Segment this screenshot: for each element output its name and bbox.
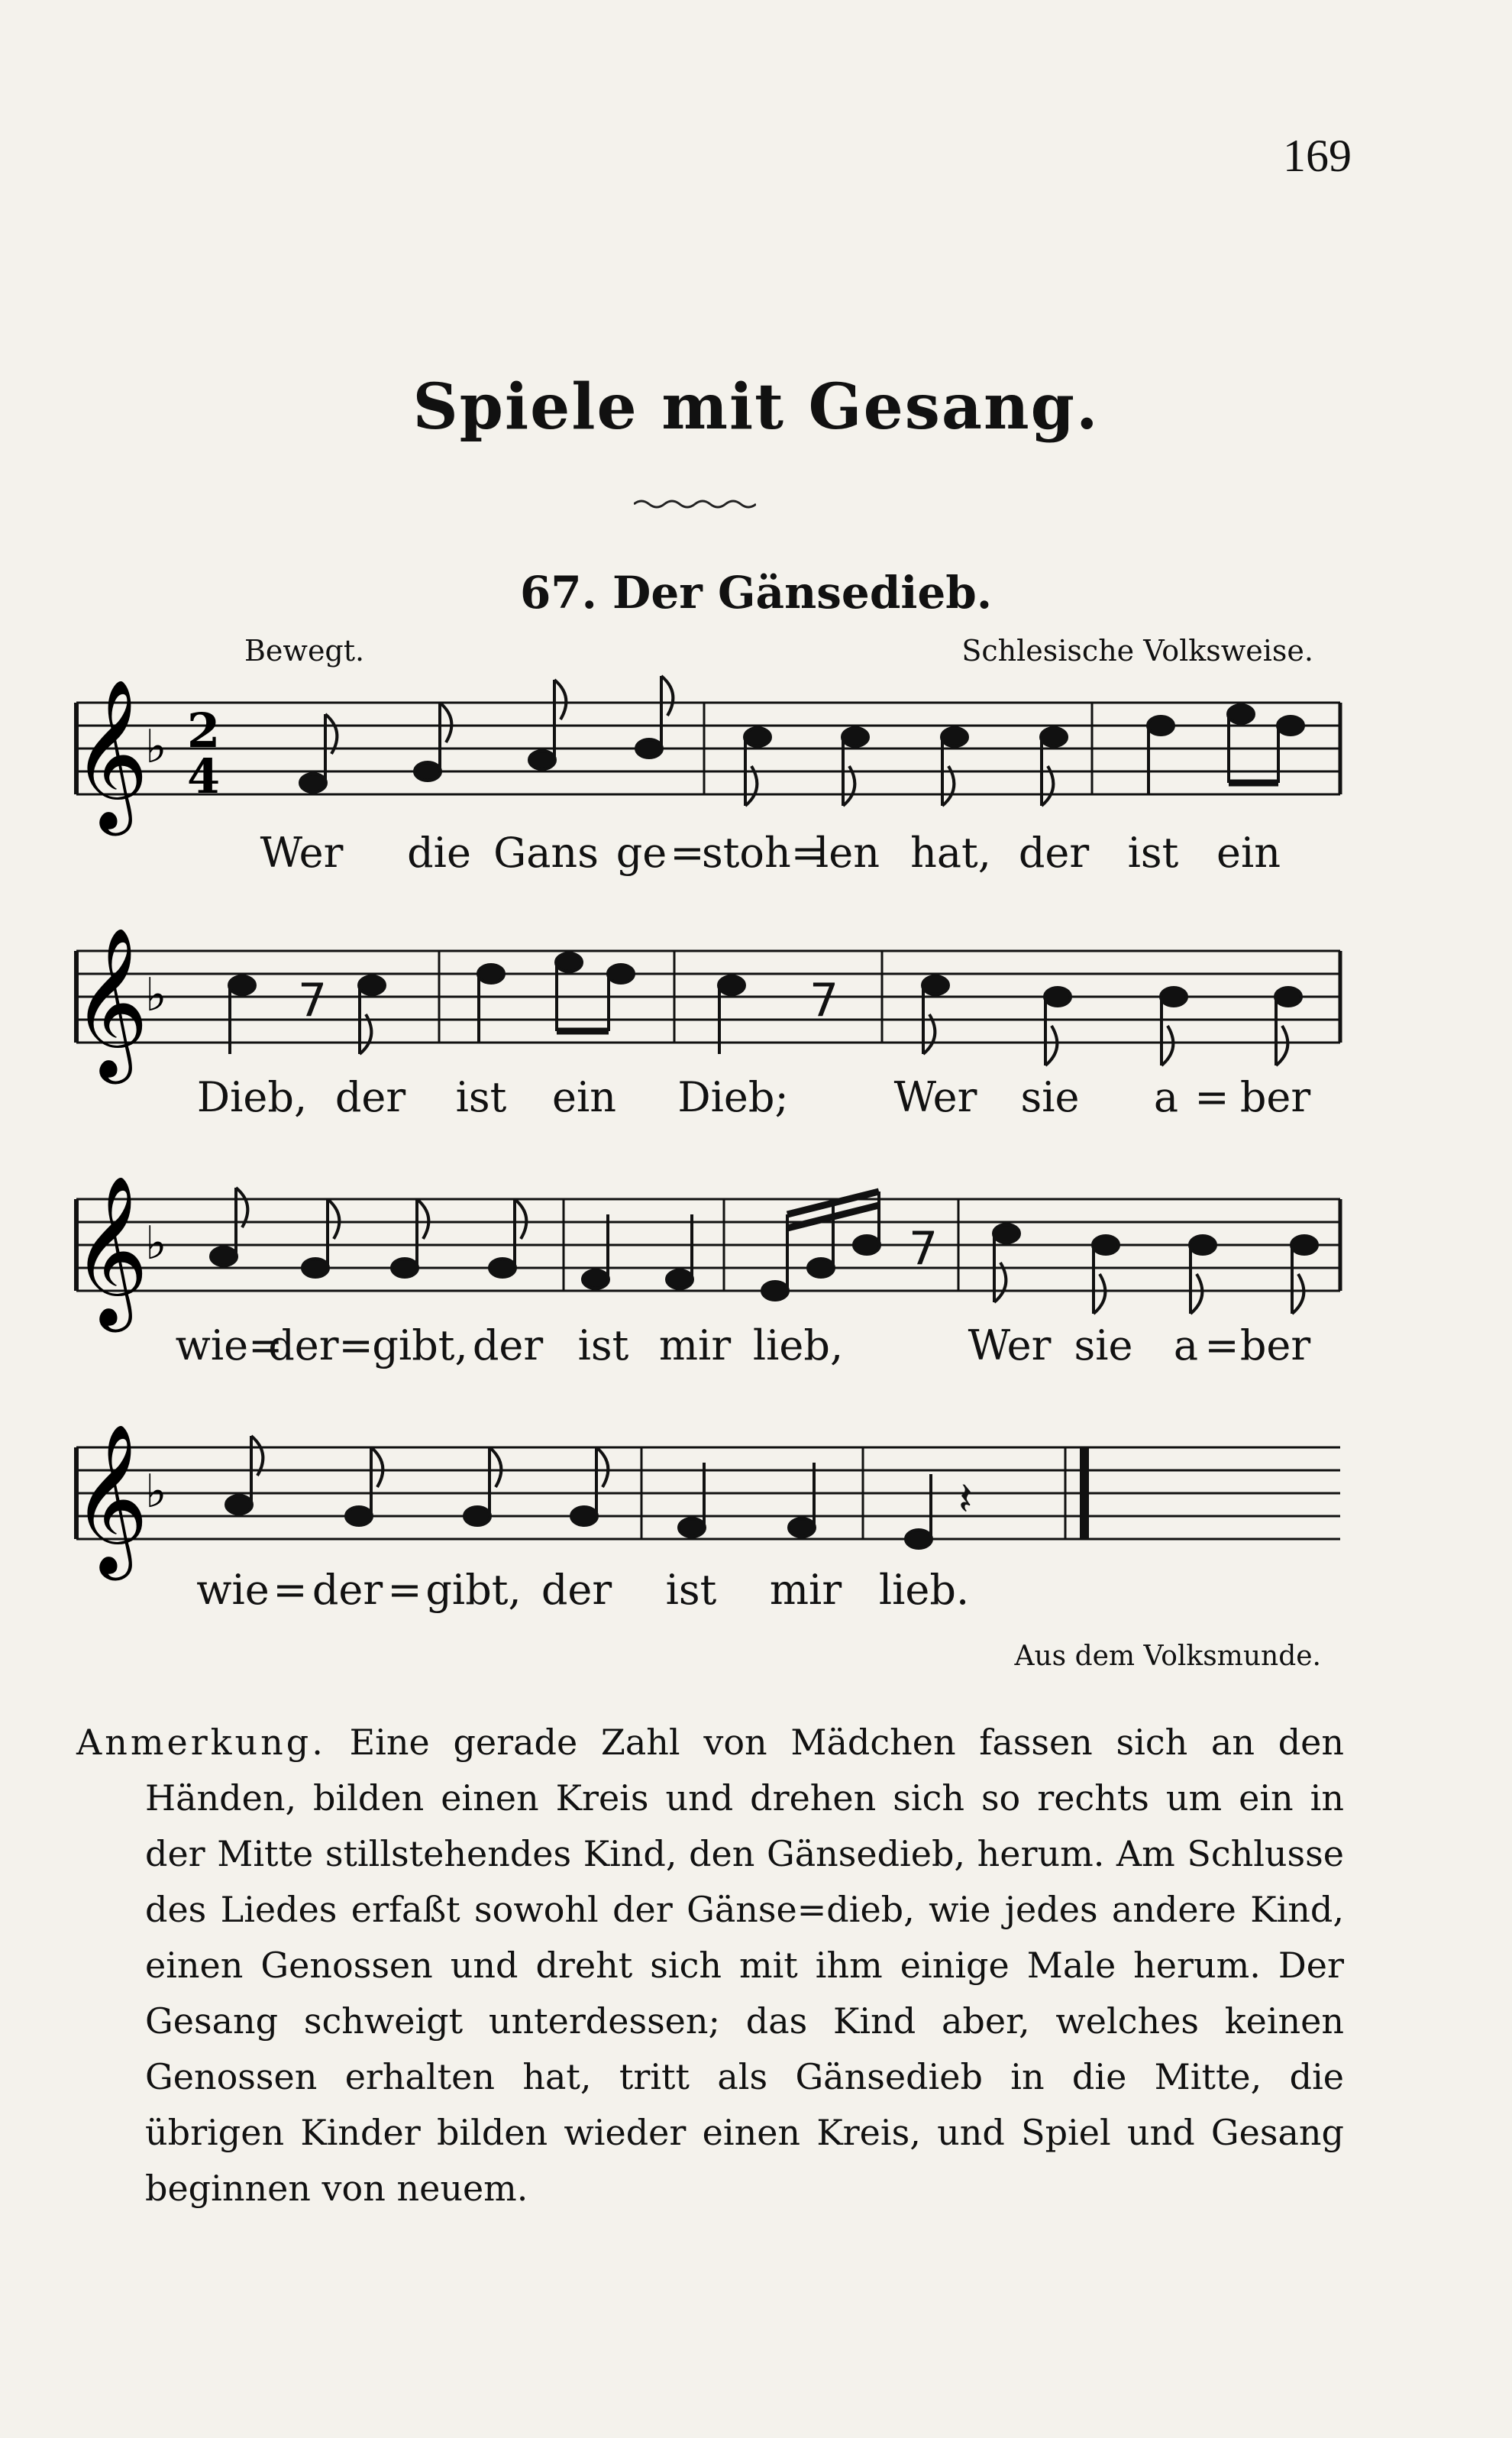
lyric-syllable: len xyxy=(815,829,880,877)
note xyxy=(489,1259,515,1277)
time-signature-bottom: 4 xyxy=(187,749,221,804)
lyric-syllable: sie xyxy=(1020,1073,1080,1121)
lyric-syllable: gibt, xyxy=(372,1321,468,1369)
note xyxy=(211,1247,237,1266)
note xyxy=(842,728,868,746)
note xyxy=(667,1270,693,1289)
lyric-syllable: die xyxy=(407,829,471,877)
lyric-syllable: stoh= xyxy=(702,829,825,877)
lyric-syllable: hat, xyxy=(910,829,991,877)
note xyxy=(906,1530,932,1548)
lyric-syllable: = xyxy=(387,1566,422,1614)
eighth-rest: 7 xyxy=(909,1222,939,1276)
note xyxy=(854,1236,880,1254)
note xyxy=(1161,988,1187,1006)
remark-block xyxy=(76,1715,1344,2217)
treble-clef: 𝄞 xyxy=(72,678,149,829)
lyric-syllable: der xyxy=(541,1566,612,1614)
lyric-syllable: a xyxy=(1153,1073,1179,1121)
song-attribution: Aus dem Volksmunde. xyxy=(1014,1641,1321,1672)
lyric-syllable: wie xyxy=(196,1566,270,1614)
treble-clef: 𝄞 xyxy=(72,926,149,1078)
lyric-syllable: der xyxy=(312,1566,383,1614)
note xyxy=(478,965,504,983)
section-title: Spiele mit Gesang. xyxy=(412,370,1100,444)
note xyxy=(392,1259,418,1277)
note xyxy=(1093,1236,1119,1254)
lyric-syllable: = xyxy=(670,829,705,877)
lyric-syllable: ber xyxy=(1239,1073,1311,1121)
note xyxy=(300,774,326,792)
note xyxy=(636,739,662,758)
lyric-syllable: sie xyxy=(1074,1321,1133,1369)
flat-sign: ♭ xyxy=(145,968,167,1022)
quarter-rest: 𝄽 xyxy=(958,1473,973,1526)
note xyxy=(571,1507,597,1525)
lyric-syllable: = xyxy=(1204,1321,1239,1369)
lyric-syllable: Wer xyxy=(968,1321,1052,1369)
lyric-syllable: ist xyxy=(455,1073,507,1121)
note xyxy=(789,1518,815,1537)
lyric-syllable: Wer xyxy=(893,1073,977,1121)
lyric-syllable: der= xyxy=(268,1321,373,1369)
lyric-syllable: wie= xyxy=(175,1321,283,1369)
lyric-syllable: mir xyxy=(658,1321,732,1369)
remark-text: Eine gerade Zahl von Mädchen fassen sich an den Händen, bilden einen Kreis und drehen sich so rechts um ein in der Mitte stillstehendes Kind, den Gänsedieb, herum. Am Schlusse des Liedes erfaßt sowohl der Gänse=dieb, wie jedes andere Kind, einen Genossen und dreht sich mit ihm einige Male herum. Der Gesang schweigt unterdessen; das Kind aber, welches keinen Genossen erhalten hat, tritt als Gänsedieb in die Mitte, die übrigen Kinder bilden wieder einen Kreis, und Spiel und Gesang beginnen von neuem. xyxy=(145,1722,1344,2209)
note xyxy=(679,1518,705,1537)
note xyxy=(229,976,255,994)
note xyxy=(745,728,771,746)
note xyxy=(302,1259,328,1277)
lyric-syllable: ber xyxy=(1239,1321,1311,1369)
note xyxy=(583,1270,609,1289)
note xyxy=(942,728,968,746)
lyric-syllable: ist xyxy=(577,1321,629,1369)
treble-clef: 𝄞 xyxy=(72,1423,149,1574)
note xyxy=(359,976,385,994)
note xyxy=(808,1259,834,1277)
lyric-syllable: lieb. xyxy=(878,1566,970,1614)
note xyxy=(1278,716,1304,735)
note xyxy=(1041,728,1067,746)
flat-sign: ♭ xyxy=(145,1217,167,1270)
note xyxy=(993,1224,1019,1243)
lyric-syllable: der xyxy=(472,1321,544,1369)
lyric-syllable: ein xyxy=(1216,829,1281,877)
remark-paragraph xyxy=(76,1715,1344,2217)
note xyxy=(226,1495,252,1514)
lyric-syllable: der xyxy=(1018,829,1090,877)
lyric-syllable: gibt, xyxy=(425,1566,522,1614)
lyric-syllable: ge xyxy=(615,829,667,877)
note xyxy=(556,953,582,972)
lyric-syllable: Wer xyxy=(260,829,344,877)
page-number: 169 xyxy=(1283,131,1352,181)
note xyxy=(415,762,441,781)
treble-clef: 𝄞 xyxy=(72,1175,149,1326)
note xyxy=(1148,716,1174,735)
song-source: Schlesische Volksweise. xyxy=(961,634,1313,668)
flat-sign: ♭ xyxy=(145,1465,167,1518)
time-signature-top: 2 xyxy=(187,703,221,758)
lyric-syllable: Dieb; xyxy=(677,1073,789,1121)
note xyxy=(1291,1236,1317,1254)
note xyxy=(346,1507,372,1525)
note xyxy=(1045,988,1071,1006)
note xyxy=(922,976,948,994)
note xyxy=(529,751,555,769)
lyric-syllable: Gans xyxy=(493,829,599,877)
note xyxy=(762,1282,788,1300)
song-title: 67. Der Gänsedieb. xyxy=(519,567,993,619)
eighth-rest: 7 xyxy=(298,974,328,1027)
note xyxy=(608,965,634,983)
lyric-syllable: ein xyxy=(551,1073,617,1121)
lyric-syllable: Dieb, xyxy=(196,1073,308,1121)
note xyxy=(464,1507,490,1525)
lyric-syllable: ist xyxy=(1127,829,1179,877)
lyric-syllable: = xyxy=(273,1566,308,1614)
note xyxy=(1275,988,1301,1006)
flat-sign: ♭ xyxy=(145,720,167,774)
note xyxy=(1190,1236,1216,1254)
lyric-syllable: a xyxy=(1173,1321,1199,1369)
tempo-marking: Bewegt. xyxy=(244,634,365,668)
note xyxy=(719,976,745,994)
lyric-syllable: lieb, xyxy=(752,1321,844,1369)
lyric-syllable: = xyxy=(1194,1073,1229,1121)
lyric-syllable: ist xyxy=(665,1566,717,1614)
ornament-divider xyxy=(634,496,756,512)
lyric-syllable: mir xyxy=(769,1566,842,1614)
note xyxy=(1228,705,1254,723)
lyric-syllable: der xyxy=(334,1073,406,1121)
remark-label: Anmerkung. xyxy=(76,1722,326,1763)
eighth-rest: 7 xyxy=(809,974,839,1027)
